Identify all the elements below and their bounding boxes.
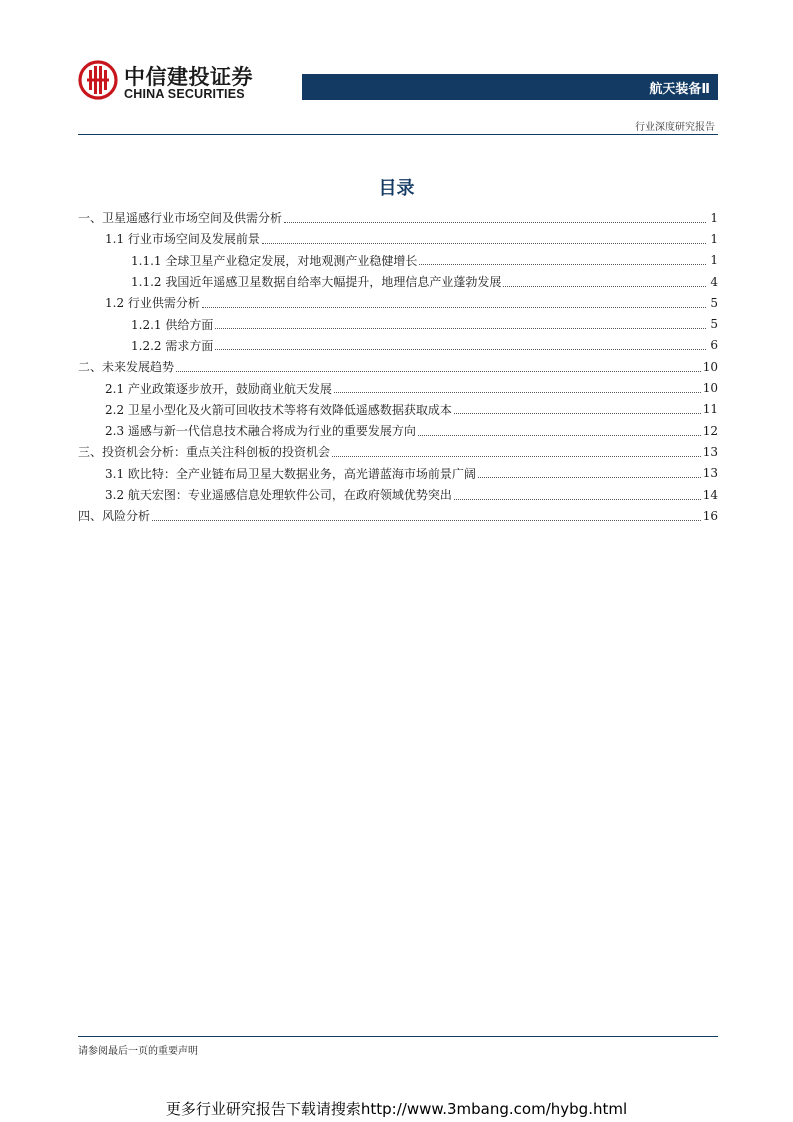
toc-entry-page: 1 <box>710 210 718 225</box>
toc-leader <box>418 434 701 436</box>
toc-entry[interactable] <box>78 292 718 313</box>
toc-entry[interactable] <box>78 463 718 484</box>
report-type: 行业深度研究报告 <box>635 122 715 133</box>
toc-entry-label: 三、投资机会分析：重点关注科创板的投资机会 <box>78 445 331 460</box>
toc-entry-label: 1.2.2 需求方面 <box>131 338 214 353</box>
toc-entry[interactable] <box>78 335 718 356</box>
toc-entry-page: 5 <box>710 295 718 310</box>
toc-entry-page: 11 <box>702 402 718 417</box>
toc-entry-label: 2.3 遥感与新一代信息技术融合将成为行业的重要发展方向 <box>105 424 416 439</box>
toc-entry-page: 12 <box>702 423 718 438</box>
toc-leader <box>419 263 706 265</box>
toc-entry[interactable] <box>78 356 718 377</box>
header-divider <box>78 134 718 135</box>
toc-leader <box>332 455 701 457</box>
toc-entry-label: 四、风险分析 <box>78 509 151 524</box>
toc-entry-page: 1 <box>710 253 718 268</box>
disclaimer-note: 请参阅最后一页的重要声明 <box>78 1046 198 1057</box>
toc-entry-page: 4 <box>710 274 718 289</box>
toc-entry[interactable] <box>78 505 718 526</box>
toc-entry-page: 10 <box>702 381 718 396</box>
toc-entry-label: 一、卫星遥感行业市场空间及供需分析 <box>78 211 283 226</box>
toc-entry-page: 13 <box>702 444 718 459</box>
toc-entry[interactable] <box>78 441 718 462</box>
toc-entry-page: 10 <box>702 359 718 374</box>
china-securities-logo-icon <box>78 60 118 100</box>
toc-entry-label: 1.2 行业供需分析 <box>105 296 200 311</box>
logo-english-name: CHINA SECURITIES <box>124 87 245 101</box>
toc-entry-page: 16 <box>702 508 718 523</box>
toc-leader <box>152 519 701 521</box>
toc-entry[interactable] <box>78 313 718 334</box>
toc-leader <box>454 498 701 500</box>
toc-entry-page: 6 <box>710 338 718 353</box>
toc-leader <box>334 391 701 393</box>
toc-leader <box>262 242 706 244</box>
table-of-contents <box>78 207 718 526</box>
toc-entry[interactable] <box>78 420 718 441</box>
toc-entry-page: 5 <box>710 317 718 332</box>
toc-entry-label: 1.1.2 我国近年遥感卫星数据自给率大幅提升，地理信息产业蓬勃发展 <box>131 275 502 290</box>
toc-leader <box>284 221 706 223</box>
toc-leader <box>454 412 701 414</box>
toc-entry-page: 14 <box>702 487 718 502</box>
company-logo <box>78 60 278 102</box>
toc-leader <box>503 285 706 287</box>
toc-entry[interactable] <box>78 377 718 398</box>
toc-entry[interactable] <box>78 250 718 271</box>
toc-entry[interactable] <box>78 228 718 249</box>
toc-leader <box>215 348 706 350</box>
header-bar <box>302 74 718 100</box>
toc-entry-label: 2.1 产业政策逐步放开，鼓励商业航天发展 <box>105 381 332 396</box>
toc-leader <box>202 306 706 308</box>
toc-entry[interactable] <box>78 207 718 228</box>
toc-leader <box>478 476 701 478</box>
toc-entry-label: 二、未来发展趋势 <box>78 360 175 375</box>
footer-divider <box>78 1036 718 1037</box>
toc-entry-label: 3.1 欧比特：全产业链布局卫星大数据业务，高光谱蓝海市场前景广阔 <box>105 466 476 481</box>
toc-title: 目录 <box>378 178 415 199</box>
toc-entry-label: 1.1.1 全球卫星产业稳定发展，对地观测产业稳健增长 <box>131 253 418 268</box>
logo-chinese-name: 中信建投证券 <box>124 65 253 89</box>
toc-entry-label: 3.2 航天宏图：专业遥感信息处理软件公司，在政府领域优势突出 <box>105 488 452 502</box>
toc-entry-page: 13 <box>702 466 718 481</box>
toc-entry[interactable] <box>78 271 718 292</box>
toc-entry-label: 1.1 行业市场空间及发展前景 <box>105 232 260 247</box>
toc-entry-label: 1.2.1 供给方面 <box>131 317 214 332</box>
toc-leader <box>215 327 706 329</box>
toc-leader <box>176 370 701 372</box>
toc-entry-page: 1 <box>710 231 718 246</box>
toc-entry[interactable] <box>78 399 718 420</box>
industry-label: 航天装备Ⅱ <box>649 82 710 97</box>
download-link-text[interactable]: 更多行业研究报告下载请搜索http://www.3mbang.com/hybg.html <box>165 1100 628 1118</box>
toc-entry-label: 2.2 卫星小型化及火箭可回收技术等将有效降低遥感数据获取成本 <box>105 402 452 417</box>
toc-entry[interactable] <box>78 484 718 505</box>
